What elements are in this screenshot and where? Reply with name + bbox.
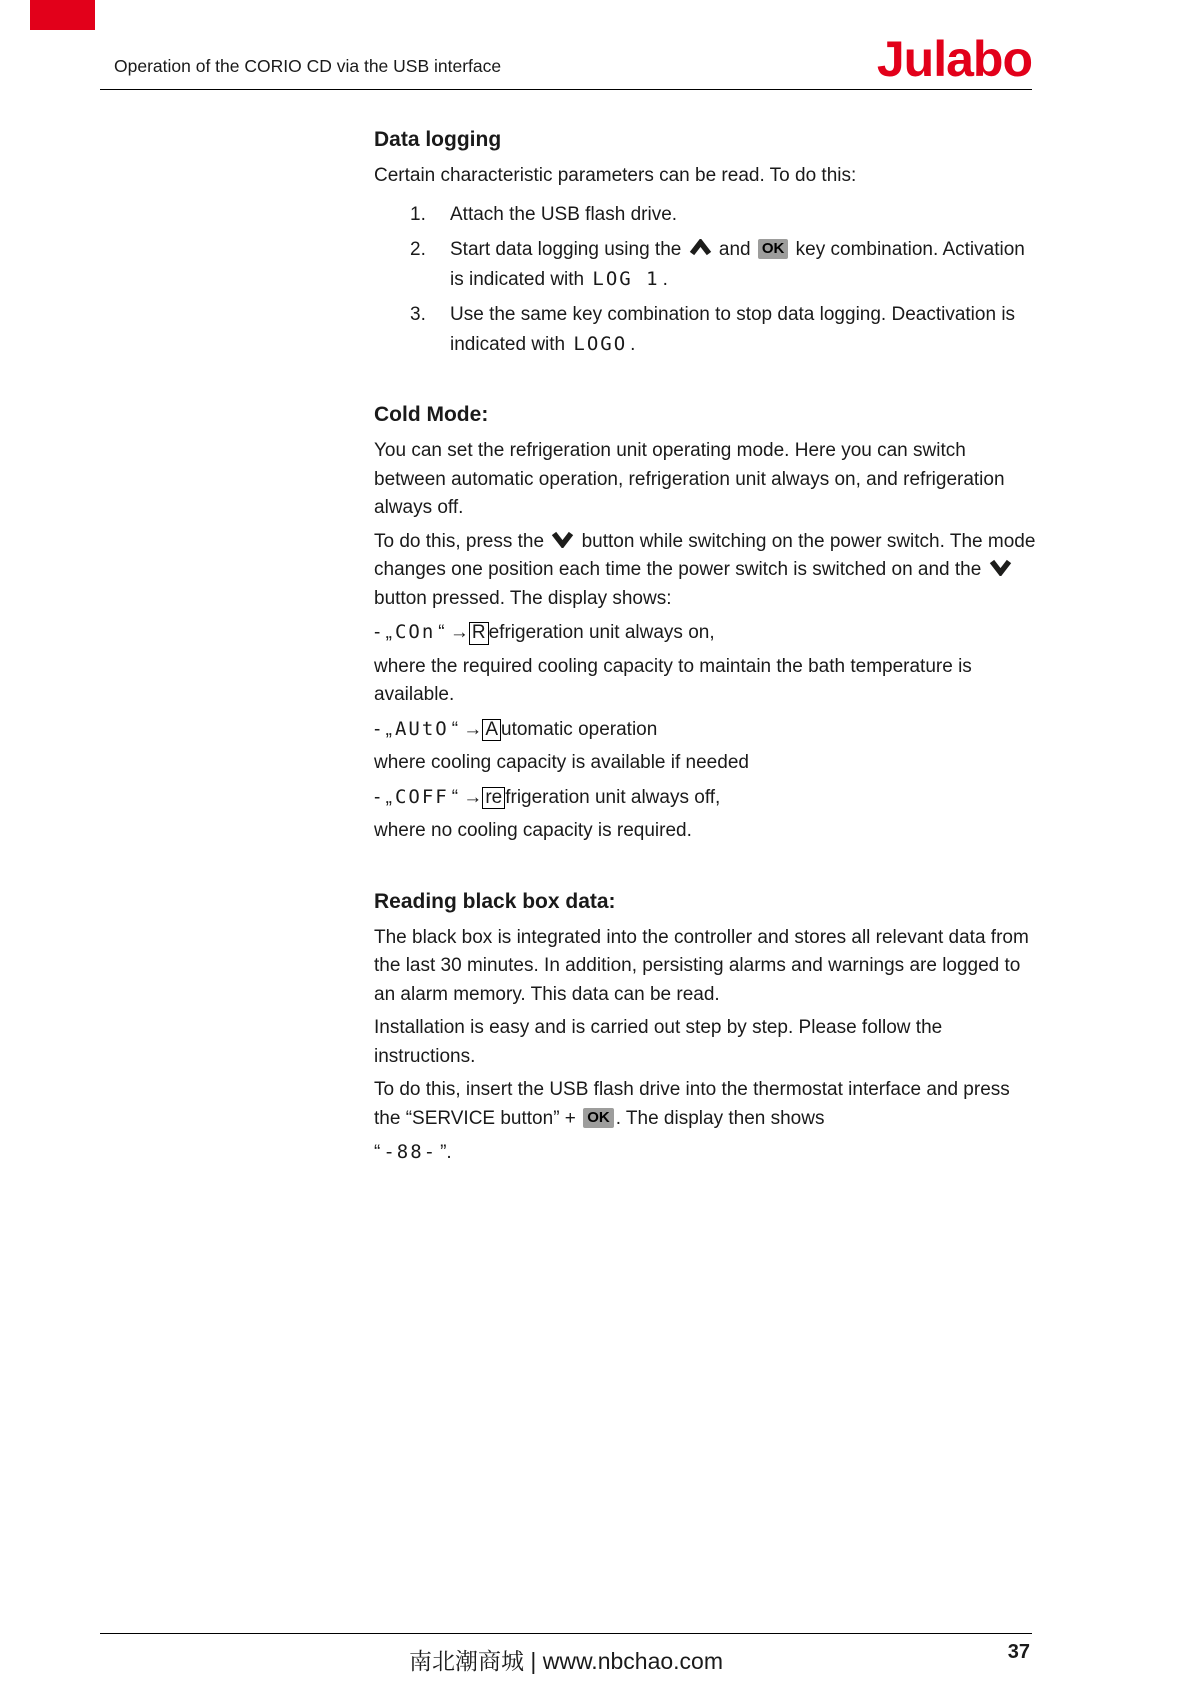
text-run: Use the same key combination to stop data logging. Deactivation is indicated with (450, 304, 1016, 355)
list-item (374, 301, 1036, 359)
text-run: and (713, 239, 756, 260)
seven-segment-display-text: LOGO (573, 332, 628, 355)
text-run: . (630, 333, 636, 355)
seven-segment-display-text: -88- (383, 1141, 438, 1163)
paragraph (374, 653, 1036, 710)
list-item-number: 3. (410, 304, 426, 325)
text-run: You can set the refrigeration unit operating mode. Here you can switch between automatic operation, refrigeration unit always on, and refrigeration always off. (374, 440, 1005, 518)
text-run: Start data logging using the (450, 239, 687, 260)
text-run: frigeration unit always off, (505, 786, 721, 808)
julabo-logo: Julabo (876, 31, 1032, 87)
content (374, 128, 1036, 1212)
text-run: Certain characteristic parameters can be read. To do this: (374, 165, 857, 186)
text-run: - „ (374, 786, 392, 808)
list-item-text (450, 301, 1036, 359)
paragraph (374, 528, 1036, 614)
seven-segment-display-text: LOG 1 (592, 267, 660, 290)
section (374, 403, 1036, 846)
boxed-letter: A (482, 719, 501, 742)
paragraph (374, 1138, 1036, 1168)
paragraph (374, 437, 1036, 523)
header-divider (100, 89, 1032, 90)
section-heading: Data logging (374, 128, 502, 151)
text-run: efrigeration unit always on, (488, 622, 715, 643)
section (374, 890, 1036, 1168)
text-run: utomatic operation (501, 718, 658, 740)
list-item-number: 1. (410, 203, 426, 225)
boxed-letter: re (482, 787, 505, 810)
paragraph (374, 749, 1036, 778)
text-run: where the required cooling capacity to maintain the bath temperature is available. (374, 655, 972, 705)
text-run: The black box is integrated into the controller and stores all relevant data from the last 30 minutes. In addition, persisting alarms and warnings are logged to an alarm memory. This data can be read. (374, 926, 1029, 1005)
down-arrow-key-icon (551, 531, 574, 548)
text-run: where cooling capacity is available if needed (374, 752, 749, 773)
list-item (374, 236, 1036, 294)
paragraph (374, 618, 1036, 648)
text-run: . (662, 268, 668, 290)
page-footer (100, 1633, 1032, 1676)
paragraph (374, 783, 1036, 813)
ok-key-icon: OK (583, 1108, 614, 1128)
paragraph (374, 1076, 1036, 1133)
seven-segment-display-text: COFF (394, 785, 449, 808)
text-run: Installation is easy and is carried out step by step. Please follow the instructions. (374, 1017, 943, 1067)
text-run: “ → (438, 622, 469, 643)
page-number: 37 (1007, 1641, 1030, 1663)
text-run: key combination. Activation is indicated with (450, 239, 1025, 290)
text-run: - „ (374, 718, 392, 740)
paragraph (374, 1014, 1036, 1071)
text-run: button while switching on the power switch. The mode changes one position each time the power switch is switched on and the (374, 530, 1036, 580)
down-arrow-key-icon (989, 559, 1012, 576)
section-heading: Cold Mode: (374, 403, 489, 426)
text-run: “ → (451, 718, 483, 740)
section-heading: Reading black box data: (374, 889, 616, 913)
paragraph (374, 924, 1036, 1010)
text-run: “ → (451, 786, 483, 808)
list-item-number: 2. (410, 239, 426, 260)
ok-key-icon: OK (758, 239, 789, 259)
header-title: Operation of the CORIO CD via the USB interface (114, 55, 502, 76)
text-run: “ (374, 1142, 381, 1163)
list-item-text (450, 201, 1036, 230)
list-item (374, 201, 1036, 230)
footer-site-text: 南北潮商城 | www.nbchao.com (408, 1648, 723, 1674)
text-run: - „ (374, 622, 392, 643)
text-run: button pressed. The display shows: (374, 587, 672, 609)
text-run: Attach the USB flash drive. (450, 203, 678, 225)
text-run: . The display then shows (615, 1107, 825, 1129)
paragraph (374, 162, 1036, 191)
up-arrow-key-icon (689, 239, 712, 256)
paragraph (374, 715, 1036, 745)
page-header (100, 0, 1032, 90)
text-run: To do this, press the (374, 530, 550, 552)
seven-segment-display-text: AUtO (394, 717, 449, 740)
boxed-letter: R (469, 622, 489, 645)
paragraph (374, 817, 1036, 846)
section (374, 128, 1036, 359)
list-item-text (450, 236, 1036, 294)
text-run: ”. (440, 1142, 452, 1163)
ordered-list (374, 201, 1036, 360)
text-run: To do this, insert the USB flash drive into the thermostat interface and press the “SERVICE button” + (374, 1079, 1010, 1129)
red-corner-mark (30, 0, 95, 30)
seven-segment-display-text: COn (394, 621, 436, 643)
text-run: where no cooling capacity is required. (374, 820, 692, 841)
